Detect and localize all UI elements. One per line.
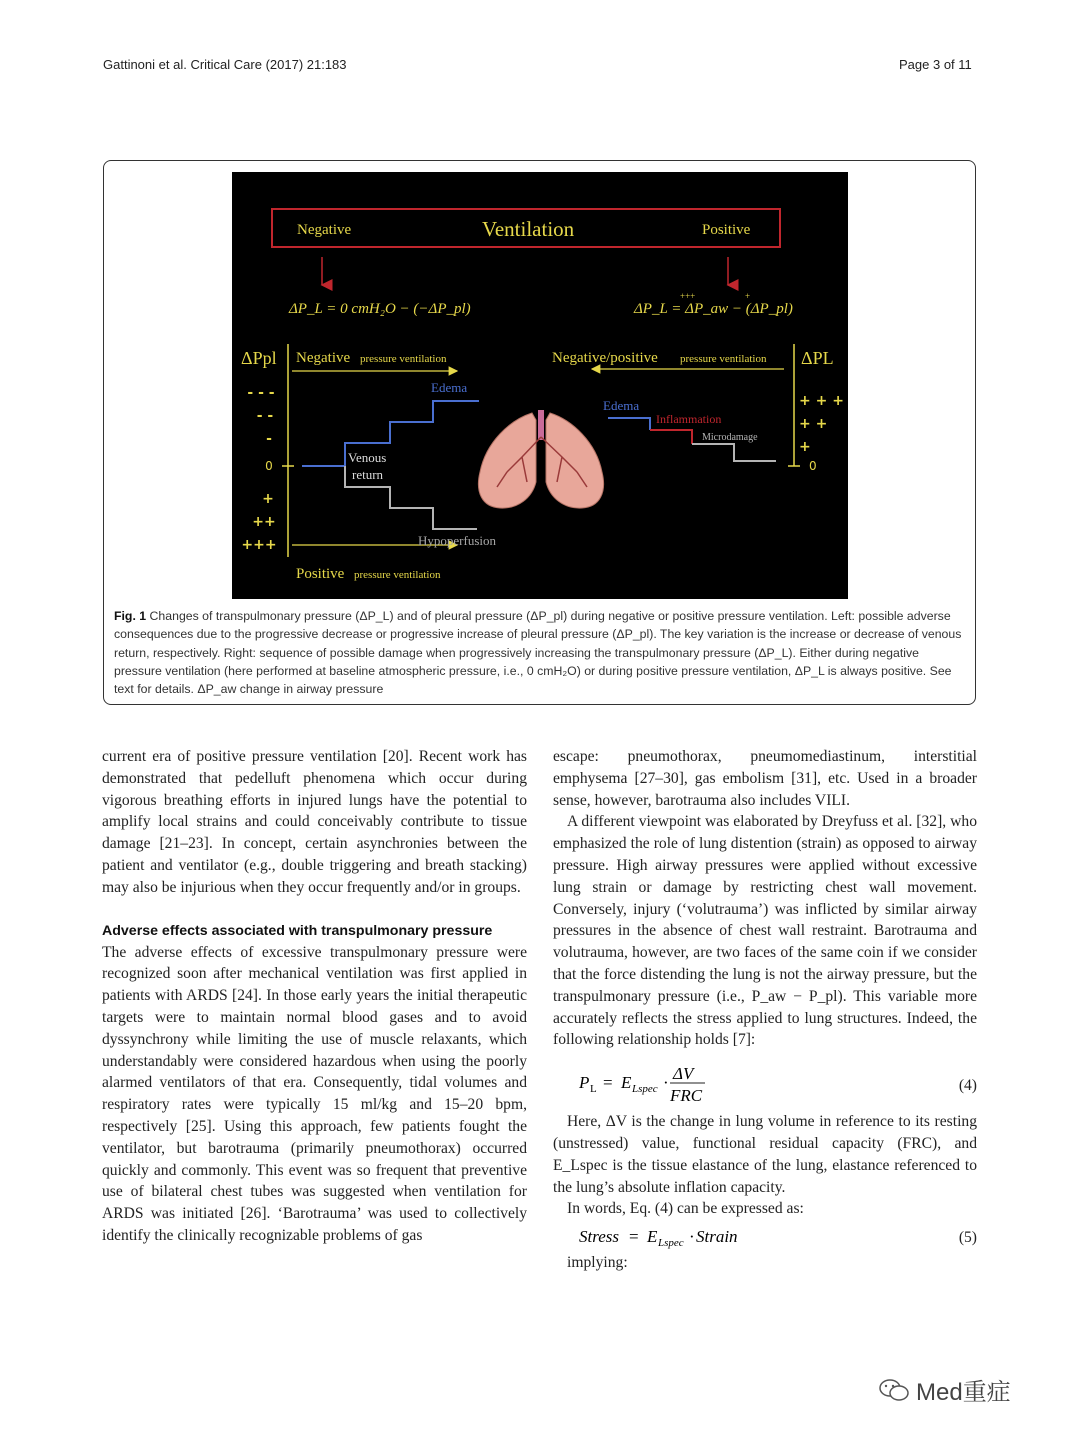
left-axis-label: ΔPpl xyxy=(241,348,277,368)
right-column xyxy=(553,746,977,1274)
left-tick: - - - xyxy=(247,385,275,401)
svg-text:Stress: Stress xyxy=(579,1227,619,1247)
left-tick: +++ xyxy=(241,537,277,553)
svg-text:=: = xyxy=(629,1227,639,1247)
caption-label: Fig. 1 xyxy=(114,609,147,623)
negative-label: Negative xyxy=(297,222,352,238)
svg-text:Lspec: Lspec xyxy=(658,1237,684,1250)
edema-right-label: Edema xyxy=(603,398,640,413)
right-tick: 0 xyxy=(809,459,817,473)
right-tick: + + + xyxy=(799,393,844,409)
left-tick: + xyxy=(262,491,274,507)
svg-text:=: = xyxy=(603,1073,613,1093)
wechat-icon xyxy=(878,1377,910,1403)
left-tick: ++ xyxy=(252,514,276,530)
right-paragraph-3: Here, ΔV is the change in lung volume in reference to its resting (unstressed) value, functional residual capacity (FRC), and E_Lspec is the tissue elastance of the lung, elastance referenced to the lung’s absolute inflation capacity. xyxy=(553,1113,977,1196)
running-header: Gattinoni et al. Critical Care (2017) 21:183 xyxy=(103,57,347,72)
right-step-gray xyxy=(692,444,776,461)
eq5-number: (5) xyxy=(958,1229,977,1247)
right-step-red xyxy=(650,430,692,444)
right-paragraph-2: A different viewpoint was elaborated by Dreyfuss et al. [32], who emphasized the role of lung distention (strain) as opposed to airway pressure. High airway pressures were applied without excessive lung strain or damage by restricting chest wall movement. Conversely, injury (‘volutrauma’) was inflicted by similar airway pressures in the absence of chest wall restraint. Barotrauma and volutrauma, however, are two faces of the same coin if we consider that the force distending the lung is not the airway pressure, but the transpulmonary pressure (i.e., P_aw − P_pl). This variable more accurately reflects the stress applied to lung structures. Indeed, the following relationship holds [7]: xyxy=(553,813,977,1049)
right-paragraph-4: In words, Eq. (4) can be expressed as: xyxy=(567,1200,804,1218)
svg-text:P: P xyxy=(579,1073,590,1093)
venous-label: Venous xyxy=(348,450,387,465)
svg-text:L: L xyxy=(590,1083,597,1096)
right-paragraph-1: escape: pneumothorax, pneumomediastinum, interstitial emphysema [27–30], gas embolism [31], etc. Used in a broader sense, however, barotrauma also includes VILI. xyxy=(553,748,977,809)
section-heading: Adverse effects associated with transpulmonary pressure xyxy=(102,922,493,939)
left-column xyxy=(102,746,527,1247)
left-ticks xyxy=(241,385,276,553)
ventilation-title: Ventilation xyxy=(482,217,575,241)
figure-image xyxy=(232,172,848,599)
edema-label: Edema xyxy=(431,380,468,395)
svg-text:ΔV: ΔV xyxy=(673,1064,694,1084)
right-tick: + xyxy=(799,439,811,455)
negpos-sub: pressure ventilation xyxy=(680,353,767,365)
inflammation-label: Inflammation xyxy=(656,412,722,426)
microdamage-label: Microdamage xyxy=(702,432,758,443)
negpos-main: Negative/positive xyxy=(552,350,658,366)
right-tick: + + xyxy=(799,416,828,432)
watermark xyxy=(878,1372,1011,1407)
left-tick: - xyxy=(266,431,272,447)
svg-text:E: E xyxy=(647,1227,658,1247)
left-tick: 0 xyxy=(265,459,273,473)
equation-4 xyxy=(553,1051,977,1111)
lungs-illustration xyxy=(478,410,603,508)
left-tick: - - xyxy=(256,408,274,424)
right-axis-label: ΔPL xyxy=(801,348,834,368)
svg-text:Lspec: Lspec xyxy=(632,1083,658,1096)
positive-label: Positive xyxy=(702,222,751,238)
right-paragraph-5: implying: xyxy=(567,1254,628,1272)
pos-vent-main: Positive xyxy=(296,566,345,582)
eq4-number: (4) xyxy=(958,1077,977,1095)
caption-text: Changes of transpulmonary pressure (ΔP_L) and of pleural pressure (ΔP_pl) during negative or positive pressure ventilation. Left: possible adverse consequences due to the progressive decrease or progressive increase of pleural pressure (ΔP_pl). The key variation is the increase or decrease of venous return, respectively. Right: sequence of possible damage when progressively increasing the transpulmonary pressure (ΔP_L). Either during negative pressure ventilation (here performed at baseline atmospheric pressure, i.e., 0 cmH₂O) or during positive pressure ventilation, ΔP_L is always positive. See text for details. ΔP_aw change in airway pressure xyxy=(114,609,962,697)
right-ticks xyxy=(799,393,844,473)
equation-right-marks-1: +++ xyxy=(680,291,696,301)
watermark-text: Med重症 xyxy=(916,1379,1011,1406)
equation-right: ΔP_L = ΔP_aw − (ΔP_pl) xyxy=(634,301,793,317)
svg-text:Strain: Strain xyxy=(696,1227,738,1247)
neg-vent-main: Negative xyxy=(296,350,351,366)
svg-text:·: · xyxy=(663,1073,669,1093)
svg-text:E: E xyxy=(621,1073,632,1093)
figure-caption xyxy=(114,607,964,698)
hypoperfusion-label: Hypoperfusion xyxy=(418,533,496,548)
equation-5 xyxy=(553,1220,977,1252)
pos-vent-sub: pressure ventilation xyxy=(354,569,441,581)
edema-step-line xyxy=(302,401,479,466)
right-step-blue xyxy=(608,418,650,430)
return-label: return xyxy=(352,467,384,482)
left-paragraph-2: The adverse effects of excessive transpulmonary pressure were recognized soon after mechanical ventilation was first applied in patients with ARDS [24]. In those early years the initial therapeutic targets were to maintain normal blood gases and to avoid dyssynchrony while limiting the use of muscle relaxants, which understandably were considered hazardous when using the poorly alarmed ventilators of that era. Consequently, tidal volumes and respiratory rates were typically 15 ml/kg and 15–20 bpm, respectively [25]. Using this approach, few patients fought the ventilator, but barotrauma (primarily pneumothorax) occurred quickly and commonly. This event was so frequent that preventive use of bilateral chest tubes was suggested when ventilation for ARDS was initiated [26]. ‘Barotrauma’ was used to collectively identify the clinically recognizable problems of gas xyxy=(102,943,527,1244)
left-paragraph-1: current era of positive pressure ventilation [20]. Recent work has demonstrated that pedelluft phenomena which occur during vigorous breathing efforts in injured lungs have the potential to amplify local strains and could conceivably contribute to tissue damage [21–23]. In concept, certain asynchronies between the patient and ventilator (e.g., double triggering and breath stacking) may also be injurious when they occur frequently and/or in groups. xyxy=(102,748,527,896)
svg-text:·: · xyxy=(689,1227,695,1247)
svg-text:FRC: FRC xyxy=(670,1086,703,1106)
page-number: Page 3 of 11 xyxy=(899,57,972,72)
equation-right-marks-2: + xyxy=(745,291,751,301)
equation-left: ΔP_L = 0 cmH₂O − (−ΔP_pl) xyxy=(289,301,471,317)
neg-vent-sub: pressure ventilation xyxy=(360,353,447,365)
